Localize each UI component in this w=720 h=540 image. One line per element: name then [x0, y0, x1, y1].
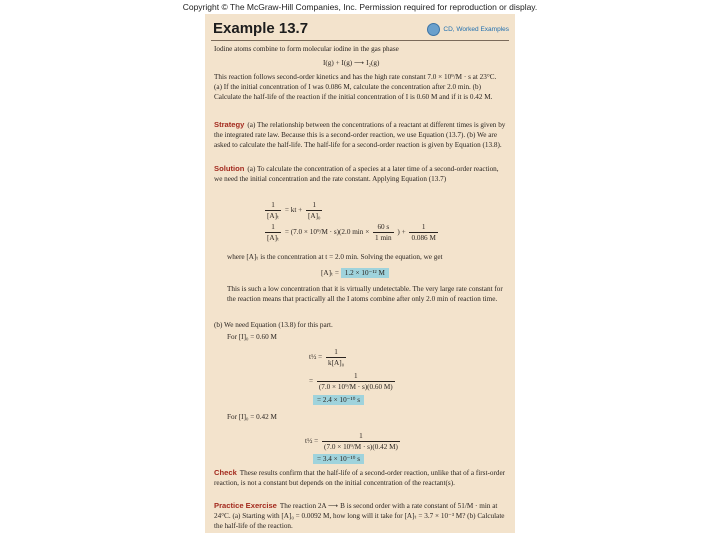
where-text: where [A]ₜ is the concentration at t = 2.0 min. Solving the equation, we get [227, 253, 443, 261]
b1-eq-prefix: = [309, 377, 314, 386]
eq2-lhs-num: 1 [265, 222, 281, 233]
strategy-text: (a) The relationship between the concentrations of a reactant at different times is given by the integrated rate law. Because this is a second-order reaction, we use Equation (13.7). (b) We are asked to calculate the half-life. The half-life for a second-order reaction is given by Equation (13.8). [214, 121, 506, 149]
b2-result: = 3.4 × 10⁻¹⁰ s [313, 454, 364, 464]
b1-label: For [I]₀ = 0.60 M [227, 333, 277, 341]
check-text: These results confirm that the half-life of a second-order reaction, unlike that of a first-order reaction, is not a constant but depends on the initial concentration of the reactant(s). [214, 469, 506, 487]
check-paragraph [214, 468, 506, 488]
title-divider [211, 40, 509, 41]
example-title: Example 13.7 [213, 20, 309, 37]
b2-num: 1 [322, 431, 400, 442]
textbook-page [205, 14, 515, 533]
b2-den: (7.0 × 10⁹/M · s)(0.42 M) [324, 443, 398, 451]
eq2-rhs-num: 1 [409, 222, 437, 233]
a-conclusion: This is such a low concentration that it is virtually undetectable. The very large rate constant for the reaction means that practically all the I atoms combine after only 2.0 min of reaction time. [227, 285, 503, 303]
b1-den: (7.0 × 10⁹/M · s)(0.60 M) [318, 383, 393, 391]
b1-t-num: 1 [326, 347, 346, 358]
b-intro: (b) We need Equation (13.8) for this part. [214, 321, 333, 329]
solution-a-text: (a) To calculate the concentration of a species at a later time of a second-order reaction, we need the initial concentration and the rate constant. Applying Equation (13.7) [214, 165, 499, 183]
eq1-rhs-num: 1 [306, 200, 322, 211]
problem-intro: Iodine atoms combine to form molecular iodine in the gas phase [214, 45, 399, 53]
b1-t-label: t½ = [309, 353, 323, 362]
result-label: [A]ₜ = [321, 269, 339, 277]
b2-t-label: t½ = [305, 437, 319, 446]
eq2-factor-num: 60 s [373, 222, 394, 233]
b2-result-line [313, 454, 364, 464]
cd-badge-label: CD, Worked Examples [443, 26, 509, 33]
check-heading: Check [214, 468, 237, 477]
eq2-rhs-den: 0.086 M [411, 234, 436, 242]
eq1-rhs-den: [A]₀ [308, 212, 321, 220]
equation-13-7 [263, 200, 324, 221]
practice-paragraph [214, 501, 506, 531]
practice-text: The reaction 2A ⟶ B is second order with a rate constant of 51/M · min at 24°C. (a) Starting with [A]₀ = 0.0092 M, how long will it take for [A]ₜ = 3.7 × 10⁻³ M? (b) Calculate the half-life of the reaction. [214, 502, 505, 530]
b1-result-line [313, 395, 364, 405]
b1-substituted [309, 371, 397, 392]
eq1-lhs-den: [A]ₜ [267, 212, 280, 220]
b1-result: = 2.4 × 10⁻¹⁰ s [313, 395, 364, 405]
eq2-mid: = (7.0 × 10⁹/M · s)(2.0 min × [284, 228, 370, 237]
b1-num: 1 [317, 371, 395, 382]
result-line [321, 268, 389, 278]
cd-icon [427, 23, 440, 36]
eq2-lhs-den: [A]ₜ [267, 234, 280, 242]
reaction-equation: I(g) + I(g) ⟶ I₂(g) [323, 59, 380, 67]
practice-heading: Practice Exercise [214, 501, 277, 510]
eq2-plus: ) + [397, 228, 406, 237]
strategy-heading: Strategy [214, 120, 245, 129]
problem-body: This reaction follows second-order kinetics and has the high rate constant 7.0 × 10⁹/M · s at 23°C. (a) If the initial concentration of I was 0.086 M, calculate the concentration after 2.0 min. (b) Calculate the half-life of the reaction if the initial concentration of I is 0.60 M and if it is 0.42 M. [214, 73, 497, 101]
b1-t-den: k[A]₀ [328, 359, 345, 367]
solution-paragraph [214, 164, 506, 184]
copyright-notice: Copyright © The McGraw-Hill Companies, Inc. Permission required for reproduction or display. [182, 2, 538, 12]
solution-heading: Solution [214, 164, 245, 173]
strategy-paragraph [214, 120, 506, 150]
b2-label: For [I]₀ = 0.42 M [227, 413, 277, 421]
eq2-factor-den: 1 min [375, 234, 392, 242]
b2-substituted [305, 431, 402, 452]
half-life-formula [309, 347, 348, 368]
result-value: 1.2 × 10⁻¹² M [341, 268, 389, 278]
equation-substituted [263, 222, 440, 243]
eq1-mid: = kt + [284, 206, 303, 215]
eq1-lhs-num: 1 [265, 200, 281, 211]
cd-badge [427, 23, 509, 36]
